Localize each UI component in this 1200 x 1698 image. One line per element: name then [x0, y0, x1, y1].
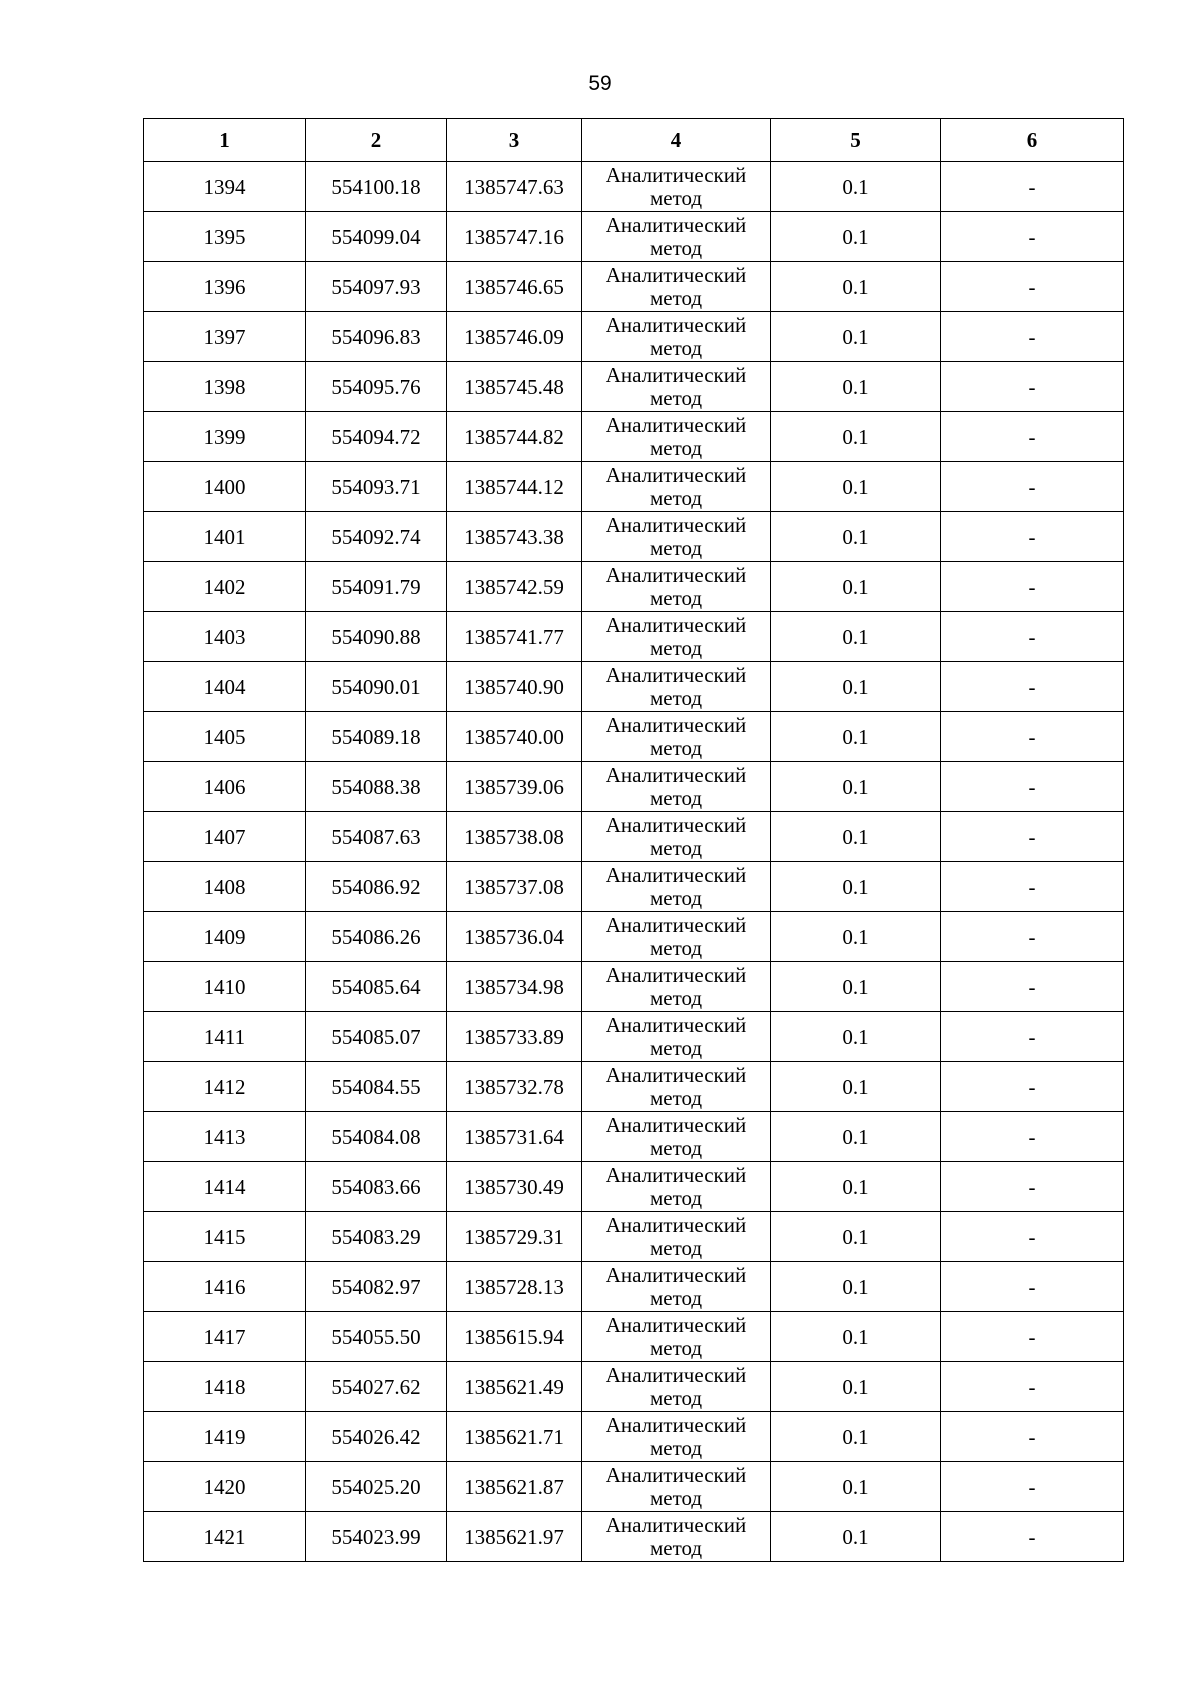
- cell-method: [582, 1262, 771, 1312]
- cell-method: [582, 1462, 771, 1512]
- cell-point-number: 1417: [144, 1312, 306, 1362]
- cell-note: -: [941, 1512, 1124, 1562]
- cell-point-number: 1400: [144, 462, 306, 512]
- header-row: [144, 119, 1124, 162]
- cell-accuracy: 0.1: [771, 1362, 941, 1412]
- cell-x-coordinate: 554086.92: [306, 862, 447, 912]
- cell-point-number: 1404: [144, 662, 306, 712]
- cell-y-coordinate: 1385730.49: [447, 1162, 582, 1212]
- table-row: [144, 662, 1124, 712]
- cell-x-coordinate: 554094.72: [306, 412, 447, 462]
- table-row: [144, 1212, 1124, 1262]
- cell-point-number: 1420: [144, 1462, 306, 1512]
- cell-x-coordinate: 554088.38: [306, 762, 447, 812]
- table-row: [144, 312, 1124, 362]
- cell-method: [582, 162, 771, 212]
- cell-y-coordinate: 1385736.04: [447, 912, 582, 962]
- cell-x-coordinate: 554084.08: [306, 1112, 447, 1162]
- cell-point-number: 1394: [144, 162, 306, 212]
- cell-x-coordinate: 554025.20: [306, 1462, 447, 1512]
- coordinates-table: [143, 118, 1124, 1562]
- method-text: Аналитический метод: [605, 1012, 747, 1060]
- cell-point-number: 1416: [144, 1262, 306, 1312]
- method-text: Аналитический метод: [605, 1312, 747, 1360]
- header-col-5: 5: [771, 119, 941, 162]
- header-col-3: 3: [447, 119, 582, 162]
- cell-accuracy: 0.1: [771, 512, 941, 562]
- cell-y-coordinate: 1385746.09: [447, 312, 582, 362]
- method-text: Аналитический метод: [605, 262, 747, 310]
- cell-note: -: [941, 1262, 1124, 1312]
- cell-x-coordinate: 554096.83: [306, 312, 447, 362]
- method-text: Аналитический метод: [605, 162, 747, 210]
- cell-note: -: [941, 462, 1124, 512]
- cell-method: [582, 612, 771, 662]
- page-number: 59: [588, 72, 612, 95]
- table-row: [144, 562, 1124, 612]
- cell-y-coordinate: 1385733.89: [447, 1012, 582, 1062]
- cell-note: -: [941, 362, 1124, 412]
- cell-x-coordinate: 554097.93: [306, 262, 447, 312]
- cell-point-number: 1412: [144, 1062, 306, 1112]
- cell-method: [582, 862, 771, 912]
- cell-accuracy: 0.1: [771, 362, 941, 412]
- table-row: [144, 512, 1124, 562]
- cell-y-coordinate: 1385621.87: [447, 1462, 582, 1512]
- cell-y-coordinate: 1385744.82: [447, 412, 582, 462]
- cell-x-coordinate: 554027.62: [306, 1362, 447, 1412]
- cell-method: [582, 512, 771, 562]
- cell-method: [582, 1312, 771, 1362]
- method-text: Аналитический метод: [605, 1062, 747, 1110]
- cell-note: -: [941, 412, 1124, 462]
- cell-y-coordinate: 1385745.48: [447, 362, 582, 412]
- method-text: Аналитический метод: [605, 912, 747, 960]
- cell-accuracy: 0.1: [771, 1462, 941, 1512]
- cell-method: [582, 912, 771, 962]
- table-row: [144, 1162, 1124, 1212]
- cell-note: -: [941, 312, 1124, 362]
- cell-y-coordinate: 1385615.94: [447, 1312, 582, 1362]
- cell-note: -: [941, 1362, 1124, 1412]
- cell-note: -: [941, 662, 1124, 712]
- cell-accuracy: 0.1: [771, 462, 941, 512]
- cell-point-number: 1403: [144, 612, 306, 662]
- cell-accuracy: 0.1: [771, 812, 941, 862]
- cell-x-coordinate: 554091.79: [306, 562, 447, 612]
- cell-point-number: 1399: [144, 412, 306, 462]
- cell-y-coordinate: 1385734.98: [447, 962, 582, 1012]
- cell-method: [582, 762, 771, 812]
- cell-accuracy: 0.1: [771, 1062, 941, 1112]
- table-row: [144, 1412, 1124, 1462]
- table-row: [144, 1512, 1124, 1562]
- cell-accuracy: 0.1: [771, 862, 941, 912]
- cell-x-coordinate: 554083.66: [306, 1162, 447, 1212]
- cell-accuracy: 0.1: [771, 162, 941, 212]
- cell-method: [582, 1112, 771, 1162]
- cell-note: -: [941, 1412, 1124, 1462]
- cell-x-coordinate: 554086.26: [306, 912, 447, 962]
- table-row: [144, 612, 1124, 662]
- cell-accuracy: 0.1: [771, 562, 941, 612]
- cell-y-coordinate: 1385747.16: [447, 212, 582, 262]
- cell-note: -: [941, 1312, 1124, 1362]
- cell-y-coordinate: 1385743.38: [447, 512, 582, 562]
- cell-point-number: 1413: [144, 1112, 306, 1162]
- table-row: [144, 1262, 1124, 1312]
- cell-method: [582, 212, 771, 262]
- cell-note: -: [941, 212, 1124, 262]
- cell-method: [582, 1512, 771, 1562]
- cell-x-coordinate: 554026.42: [306, 1412, 447, 1462]
- table-row: [144, 1462, 1124, 1512]
- table-row: [144, 362, 1124, 412]
- cell-method: [582, 1012, 771, 1062]
- cell-accuracy: 0.1: [771, 1112, 941, 1162]
- table-row: [144, 912, 1124, 962]
- table-row: [144, 712, 1124, 762]
- cell-note: -: [941, 1212, 1124, 1262]
- method-text: Аналитический метод: [605, 1512, 747, 1560]
- cell-y-coordinate: 1385744.12: [447, 462, 582, 512]
- cell-point-number: 1415: [144, 1212, 306, 1262]
- cell-y-coordinate: 1385732.78: [447, 1062, 582, 1112]
- table-body: [144, 162, 1124, 1562]
- cell-accuracy: 0.1: [771, 312, 941, 362]
- cell-accuracy: 0.1: [771, 1312, 941, 1362]
- cell-accuracy: 0.1: [771, 412, 941, 462]
- cell-point-number: 1418: [144, 1362, 306, 1412]
- method-text: Аналитический метод: [605, 212, 747, 260]
- method-text: Аналитический метод: [605, 1212, 747, 1260]
- cell-method: [582, 662, 771, 712]
- cell-accuracy: 0.1: [771, 1412, 941, 1462]
- cell-y-coordinate: 1385729.31: [447, 1212, 582, 1262]
- header-col-2: 2: [306, 119, 447, 162]
- method-text: Аналитический метод: [605, 412, 747, 460]
- method-text: Аналитический метод: [605, 512, 747, 560]
- method-text: Аналитический метод: [605, 812, 747, 860]
- method-text: Аналитический метод: [605, 1112, 747, 1160]
- table-row: [144, 862, 1124, 912]
- cell-y-coordinate: 1385740.00: [447, 712, 582, 762]
- cell-note: -: [941, 912, 1124, 962]
- table-row: [144, 1112, 1124, 1162]
- table-row: [144, 1012, 1124, 1062]
- method-text: Аналитический метод: [605, 562, 747, 610]
- cell-point-number: 1401: [144, 512, 306, 562]
- cell-point-number: 1396: [144, 262, 306, 312]
- cell-accuracy: 0.1: [771, 212, 941, 262]
- cell-y-coordinate: 1385731.64: [447, 1112, 582, 1162]
- cell-method: [582, 312, 771, 362]
- cell-point-number: 1408: [144, 862, 306, 912]
- cell-method: [582, 412, 771, 462]
- cell-note: -: [941, 712, 1124, 762]
- cell-point-number: 1395: [144, 212, 306, 262]
- table-row: [144, 262, 1124, 312]
- method-text: Аналитический метод: [605, 962, 747, 1010]
- method-text: Аналитический метод: [605, 462, 747, 510]
- cell-method: [582, 1362, 771, 1412]
- cell-x-coordinate: 554099.04: [306, 212, 447, 262]
- table-header: [144, 119, 1124, 162]
- cell-x-coordinate: 554085.07: [306, 1012, 447, 1062]
- cell-accuracy: 0.1: [771, 1512, 941, 1562]
- cell-x-coordinate: 554093.71: [306, 462, 447, 512]
- cell-y-coordinate: 1385737.08: [447, 862, 582, 912]
- table-row: [144, 162, 1124, 212]
- cell-x-coordinate: 554083.29: [306, 1212, 447, 1262]
- cell-method: [582, 1062, 771, 1112]
- cell-note: -: [941, 762, 1124, 812]
- cell-accuracy: 0.1: [771, 962, 941, 1012]
- cell-y-coordinate: 1385747.63: [447, 162, 582, 212]
- cell-point-number: 1409: [144, 912, 306, 962]
- cell-x-coordinate: 554095.76: [306, 362, 447, 412]
- method-text: Аналитический метод: [605, 1262, 747, 1310]
- cell-note: -: [941, 812, 1124, 862]
- cell-point-number: 1411: [144, 1012, 306, 1062]
- method-text: Аналитический метод: [605, 662, 747, 710]
- cell-y-coordinate: 1385621.97: [447, 1512, 582, 1562]
- method-text: Аналитический метод: [605, 1162, 747, 1210]
- cell-point-number: 1421: [144, 1512, 306, 1562]
- cell-point-number: 1402: [144, 562, 306, 612]
- cell-note: -: [941, 162, 1124, 212]
- cell-x-coordinate: 554085.64: [306, 962, 447, 1012]
- cell-note: -: [941, 1462, 1124, 1512]
- cell-note: -: [941, 1062, 1124, 1112]
- cell-method: [582, 362, 771, 412]
- cell-point-number: 1410: [144, 962, 306, 1012]
- cell-point-number: 1405: [144, 712, 306, 762]
- cell-method: [582, 1212, 771, 1262]
- cell-accuracy: 0.1: [771, 762, 941, 812]
- cell-note: -: [941, 862, 1124, 912]
- cell-accuracy: 0.1: [771, 912, 941, 962]
- cell-y-coordinate: 1385621.49: [447, 1362, 582, 1412]
- cell-method: [582, 1412, 771, 1462]
- table-row: [144, 212, 1124, 262]
- cell-method: [582, 562, 771, 612]
- method-text: Аналитический метод: [605, 612, 747, 660]
- cell-point-number: 1398: [144, 362, 306, 412]
- cell-accuracy: 0.1: [771, 712, 941, 762]
- cell-y-coordinate: 1385728.13: [447, 1262, 582, 1312]
- cell-x-coordinate: 554055.50: [306, 1312, 447, 1362]
- table-row: [144, 1062, 1124, 1112]
- cell-accuracy: 0.1: [771, 662, 941, 712]
- cell-y-coordinate: 1385746.65: [447, 262, 582, 312]
- cell-accuracy: 0.1: [771, 1262, 941, 1312]
- cell-x-coordinate: 554089.18: [306, 712, 447, 762]
- cell-y-coordinate: 1385738.08: [447, 812, 582, 862]
- cell-note: -: [941, 1012, 1124, 1062]
- method-text: Аналитический метод: [605, 1462, 747, 1510]
- cell-note: -: [941, 962, 1124, 1012]
- cell-point-number: 1407: [144, 812, 306, 862]
- cell-accuracy: 0.1: [771, 1012, 941, 1062]
- cell-y-coordinate: 1385739.06: [447, 762, 582, 812]
- table-row: [144, 1312, 1124, 1362]
- table-row: [144, 762, 1124, 812]
- method-text: Аналитический метод: [605, 712, 747, 760]
- cell-point-number: 1414: [144, 1162, 306, 1212]
- table-row: [144, 812, 1124, 862]
- table-row: [144, 412, 1124, 462]
- cell-note: -: [941, 1162, 1124, 1212]
- cell-accuracy: 0.1: [771, 1212, 941, 1262]
- cell-accuracy: 0.1: [771, 612, 941, 662]
- method-text: Аналитический метод: [605, 362, 747, 410]
- cell-accuracy: 0.1: [771, 262, 941, 312]
- cell-y-coordinate: 1385742.59: [447, 562, 582, 612]
- cell-x-coordinate: 554087.63: [306, 812, 447, 862]
- method-text: Аналитический метод: [605, 1362, 747, 1410]
- cell-y-coordinate: 1385741.77: [447, 612, 582, 662]
- header-col-6: 6: [941, 119, 1124, 162]
- cell-x-coordinate: 554082.97: [306, 1262, 447, 1312]
- cell-method: [582, 962, 771, 1012]
- cell-x-coordinate: 554100.18: [306, 162, 447, 212]
- cell-note: -: [941, 262, 1124, 312]
- header-col-1: 1: [144, 119, 306, 162]
- cell-point-number: 1397: [144, 312, 306, 362]
- cell-point-number: 1419: [144, 1412, 306, 1462]
- cell-x-coordinate: 554090.88: [306, 612, 447, 662]
- cell-accuracy: 0.1: [771, 1162, 941, 1212]
- cell-point-number: 1406: [144, 762, 306, 812]
- cell-method: [582, 712, 771, 762]
- method-text: Аналитический метод: [605, 862, 747, 910]
- cell-x-coordinate: 554023.99: [306, 1512, 447, 1562]
- cell-note: -: [941, 512, 1124, 562]
- table-row: [144, 962, 1124, 1012]
- cell-method: [582, 262, 771, 312]
- cell-y-coordinate: 1385621.71: [447, 1412, 582, 1462]
- method-text: Аналитический метод: [605, 1412, 747, 1460]
- cell-note: -: [941, 562, 1124, 612]
- cell-note: -: [941, 612, 1124, 662]
- header-col-4: 4: [582, 119, 771, 162]
- cell-method: [582, 462, 771, 512]
- cell-method: [582, 1162, 771, 1212]
- cell-y-coordinate: 1385740.90: [447, 662, 582, 712]
- cell-x-coordinate: 554084.55: [306, 1062, 447, 1112]
- table-row: [144, 1362, 1124, 1412]
- table-row: [144, 462, 1124, 512]
- cell-method: [582, 812, 771, 862]
- method-text: Аналитический метод: [605, 762, 747, 810]
- cell-x-coordinate: 554090.01: [306, 662, 447, 712]
- method-text: Аналитический метод: [605, 312, 747, 360]
- cell-note: -: [941, 1112, 1124, 1162]
- cell-x-coordinate: 554092.74: [306, 512, 447, 562]
